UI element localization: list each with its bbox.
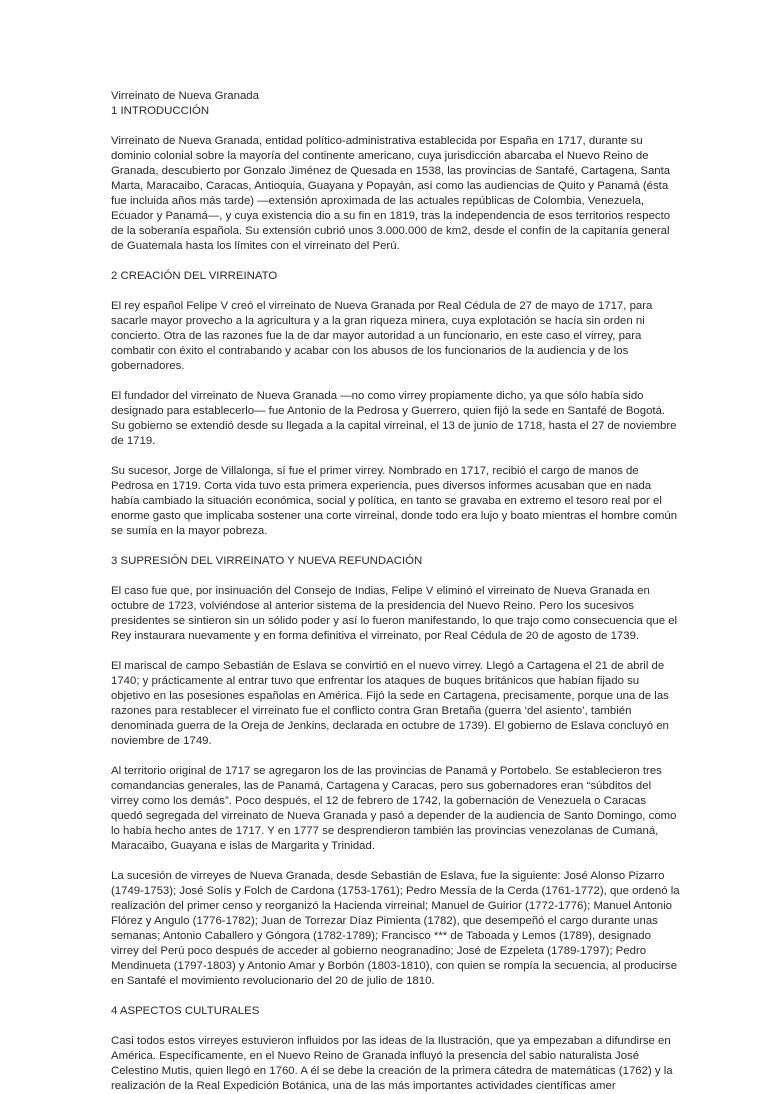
text-line: sacarle mayor provecho a la agricultura y a la gran riqueza minera, cuya explotación se hacía sin orden ni — [111, 315, 645, 327]
section-spacer — [111, 254, 651, 269]
paragraph — [111, 134, 671, 254]
paragraph — [111, 869, 680, 989]
text-line: designado para establecerlo— fue Antonio de la Pedrosa y Guerrero, quien fijó la sede en Santafé de Bogotá. — [111, 405, 666, 417]
text-line: Mendinueta (1797-1803) y Antonio Amar y Borbón (1803-1810), con quien se rompía la secuencia, al producirse — [111, 960, 678, 972]
text-line: Al territorio original de 1717 se agregaron los de las provincias de Panamá y Portobelo. Se establecieron tres — [111, 765, 662, 777]
text-line: El mariscal de campo Sebastián de Eslava se convirtió en el nuevo virrey. Llegó a Cartagena el 21 de abril de — [111, 660, 665, 672]
text-line: América. Específicamente, en el Nuevo Reino de Granada influyó la presencia del sabio naturalista José — [111, 1050, 640, 1062]
text-line: Maracaibo, Guayana e islas de Margarita y Trinidad. — [111, 840, 376, 852]
text-line: Su gobierno se extendió desde su llegada a la capital virreinal, el 13 de junio de 1718, hasta el 27 de noviembre — [111, 420, 677, 432]
paragraph-spacer — [111, 119, 651, 134]
text-line: El rey español Felipe V creó el virreinato de Nueva Granada por Real Cédula de 27 de mayo de 1717, para — [111, 300, 653, 312]
section-heading: 2 CREACIÓN DEL VIRREINATO — [111, 270, 278, 282]
text-line: había cambiado la situación económica, social y política, en tanto se gravaba en extremo el tesoro real por el — [111, 495, 662, 507]
document-title: Virreinato de Nueva Granada — [111, 90, 259, 102]
section-heading: 1 INTRODUCCIÓN — [111, 105, 210, 117]
section-4 — [111, 1004, 673, 1094]
text-line: de Guatemala hasta los límites con el virreinato del Perú. — [111, 240, 400, 252]
paragraph-spacer — [111, 284, 651, 299]
document-body — [111, 104, 680, 1094]
text-line: El fundador del virreinato de Nueva Granada —no como virrey propiamente dicho, ya que sólo había sido — [111, 390, 644, 402]
text-line: semanas; Antonio Caballero y Góngora (1782-1789); Francisco *** de Taboada y Lemos (1789), designado — [111, 930, 651, 942]
text-line: dominio colonial sobre la mayoría del continente americano, cuya jurisdicción abarcaba el Nuevo Reino de — [111, 150, 649, 162]
text-line: objetivo en las posesiones españolas en América. Fijó la sede en Cartagena, precisamente, porque una de las — [111, 690, 669, 702]
paragraph-spacer — [111, 749, 651, 764]
paragraph-spacer — [111, 374, 651, 389]
text-line: lo había hecho antes de 1717. Y en 1777 se desprendieron también las provincias venezolanas de Cumaná, — [111, 825, 659, 837]
text-line: gobernadores. — [111, 360, 185, 372]
text-line: de la soberanía española. Su extensión cubrió unos 3.000.000 de km2, desde el confín de la capitanía general — [111, 225, 670, 237]
paragraph — [111, 584, 678, 644]
text-line: virrey como los demás”. Poco después, el 12 de febrero de 1742, la gobernación de Venezuela o Caracas — [111, 795, 647, 807]
text-line: Marta, Maracaibo, Caracas, Antioquia, Guayana y Popayán, así como las audiencias de Quito y Panamá (ésta — [111, 180, 669, 192]
paragraph — [111, 764, 677, 854]
text-line: Rey instaurara nuevamente y en forma definitiva el virreinato, por Real Cédula de 20 de agosto de 1739. — [111, 630, 640, 642]
text-line: Casi todos estos virreyes estuvieron influidos por las ideas de la Ilustración, que ya empezaban a difundirse en — [111, 1035, 671, 1047]
paragraph-spacer — [111, 854, 651, 869]
text-line: en Santafé el movimiento revolucionario del 20 de julio de 1810. — [111, 975, 435, 987]
text-line: Pedrosa en 1719. Corta vida tuvo esta primera experiencia, pues diversos informes acusaban que en nada — [111, 480, 652, 492]
section-3 — [111, 554, 680, 1004]
text-line: realización de la Real Expedición Botánica, una de las más importantes actividades científicas amer — [111, 1080, 616, 1092]
text-line: virrey del Perú poco después de acceder al gobierno neogranadino; José de Ezpeleta (1789-1797); Pedro — [111, 945, 647, 957]
paragraph — [111, 299, 651, 374]
text-line: Virreinato de Nueva Granada, entidad político-administrativa establecida por España en 1717, durante su — [111, 135, 643, 147]
text-line: se sumía en la mayor pobreza. — [111, 525, 268, 537]
paragraph-spacer — [111, 449, 651, 464]
text-line: razones para restablecer el virreinato fue el conflicto contra Gran Bretaña (guerra ‘del asiento’, también — [111, 705, 632, 717]
text-line: Su sucesor, Jorge de Villalonga, sí fue el primer virrey. Nombrado en 1717, recibió el cargo de manos de — [111, 465, 639, 477]
text-line: La sucesión de virreyes de Nueva Granada, desde Sebastián de Eslava, fue la siguiente: José Alonso Pizarro — [111, 870, 665, 882]
paragraph — [111, 659, 669, 749]
text-line: Granada, descubierto por Gonzalo Jiménez de Quesada en 1538, las provincias de Santafé, Cartagena, Santa — [111, 165, 671, 177]
text-line: comandancias generales, las de Panamá, Cartagena y Caracas, pero sus gobernadores eran “súbditos del — [111, 780, 652, 792]
section-heading: 4 ASPECTOS CULTURALES — [111, 1005, 260, 1017]
text-line: El caso fue que, por insinuación del Consejo de Indias, Felipe V eliminó el virreinato de Nueva Granada en — [111, 585, 650, 597]
section-heading: 3 SUPRESIÓN DEL VIRREINATO Y NUEVA REFUNDACIÓN — [111, 555, 423, 567]
paragraph-spacer — [111, 644, 651, 659]
text-line: de 1719. — [111, 435, 156, 447]
paragraph — [111, 1034, 673, 1094]
text-line: combatir con éxito el contrabando y acabar con los abusos de los funcionarios de la audiencia y de los — [111, 345, 629, 357]
text-line: Celestino Mutis, quien llegó en 1760. A él se debe la creación de la primera cátedra de matemáticas (1762) y la — [111, 1065, 673, 1077]
text-line: noviembre de 1749. — [111, 735, 212, 747]
text-line: quedó segregada del virreinato de Nueva Granada y pasó a depender de la audiencia de Santo Domingo, como — [111, 810, 677, 822]
paragraph — [111, 389, 677, 449]
text-line: presidentes se sintieron sin un sólido poder y así lo fueron manifestando, lo que trajo como consecuencia que el — [111, 615, 678, 627]
paragraph — [111, 464, 678, 539]
section-1 — [111, 104, 671, 269]
text-line: Flórez y Angulo (1776-1782); Juan de Torrezar Díaz Pimienta (1782), que desempeñó el cargo durante unas — [111, 915, 658, 927]
text-line: denominada guerra de la Oreja de Jenkins, declarada en octubre de 1739). El gobierno de Eslava concluyó en — [111, 720, 669, 732]
text-line: concierto. Otra de las razones fue la de dar mayor autoridad a un funcionario, en este caso el virrey, para — [111, 330, 642, 342]
text-line: realización del primer censo y reorganizó la Hacienda virreinal; Manuel de Guirior (1772-1776); Manuel Antonio — [111, 900, 672, 912]
document-page — [111, 89, 680, 1094]
text-line: 1740; y prácticamente al entrar tuvo que enfrentar los ataques de buques británicos que habían fijado su — [111, 675, 640, 687]
paragraph-spacer — [111, 1019, 651, 1034]
section-spacer — [111, 539, 651, 554]
paragraph-spacer — [111, 569, 651, 584]
text-line: enorme gasto que implicaba sostener una corte virreinal, donde todo era lujo y boato mientras el hombre común — [111, 510, 678, 522]
section-spacer — [111, 989, 651, 1004]
text-line: Ecuador y Panamá—, y cuya existencia dio a su fin en 1819, tras la independencia de esos territorios respecto — [111, 210, 671, 222]
text-line: fue incluida años más tarde) —extensión aproximada de las actuales repúblicas de Colombia, Venezuela, — [111, 195, 645, 207]
text-line: (1749-1753); José Solís y Folch de Cardona (1753-1761); Pedro Messía de la Cerda (1761-1772), que ordenó la — [111, 885, 680, 897]
text-line: octubre de 1723, volviéndose al anterior sistema de la presidencia del Nuevo Reino. Pero los sucesivos — [111, 600, 635, 612]
section-2 — [111, 269, 678, 554]
